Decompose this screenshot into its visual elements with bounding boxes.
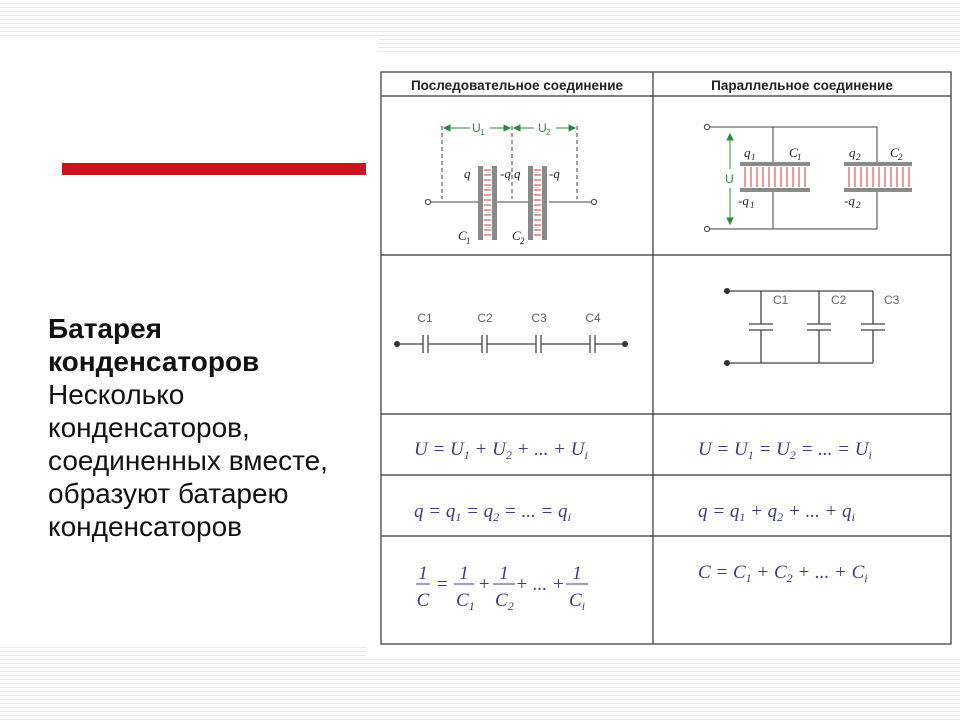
svg-text:2: 2: [856, 200, 861, 210]
svg-text:2: 2: [898, 152, 903, 162]
svg-text:-q: -q: [738, 193, 749, 208]
connections-table-svg: [366, 54, 960, 659]
formula-voltage-parallel: [698, 439, 872, 462]
series-label-c4: C4: [585, 311, 601, 325]
svg-text:2: 2: [856, 152, 861, 162]
series-label-c1: C1: [417, 311, 433, 325]
formula-capacitance-parallel: [698, 562, 868, 585]
svg-text:C1: $C_1$: [456, 590, 475, 613]
formula-charge-parallel: [698, 501, 855, 524]
svg-text:q: q: [849, 145, 856, 160]
formula-capacitance-series: [416, 563, 588, 613]
series-capacitor-diagram: [425, 121, 596, 246]
svg-text:1: 1: [480, 128, 485, 137]
svg-text:q = q1 = q2 = ... = qi: $q = q_1 = q_2$ = ... = $q_i$: [414, 501, 571, 524]
svg-text:1: 1: [797, 152, 802, 162]
svg-text:-q: -q: [549, 166, 560, 181]
connections-table: [366, 54, 960, 659]
svg-text:1: 1: [418, 563, 428, 584]
svg-text:U = U1 + U2 + ... + Ui: $U = U_1 + U_2$ + ... + $U_i$: [414, 439, 588, 462]
series-label-c3: C3: [531, 311, 547, 325]
svg-text:1: 1: [466, 236, 471, 246]
header-series: Последовательное соединение: [410, 78, 624, 93]
formula-voltage-series: [414, 439, 588, 462]
svg-text:+: +: [477, 574, 491, 595]
parallel-label-c3: C3: [884, 293, 900, 307]
svg-text:2: 2: [520, 236, 525, 246]
svg-text:1: 1: [751, 152, 756, 162]
svg-text:=: =: [435, 574, 449, 595]
parallel-simple-diagram: [724, 288, 900, 366]
series-simple-diagram: [394, 311, 628, 353]
svg-text:U: U: [538, 121, 547, 135]
parallel-label-c1: C1: [773, 293, 789, 307]
svg-text:C: C: [789, 145, 798, 160]
svg-text:q = q1 + q2 + ... + qi: $q = q_1 + q_2$ + ... + $q_i$: [698, 501, 855, 524]
svg-text:C: C: [458, 228, 467, 243]
dimension-arrows: [444, 125, 575, 131]
svg-text:1: 1: [499, 563, 509, 584]
svg-text:Ci: $C_i$: [569, 590, 586, 613]
svg-text:C = C1 + C2 + ... + Ci: $C = C_1 + C_2$ + ... + $C_i$: [698, 562, 868, 585]
svg-text:q: q: [464, 166, 471, 181]
svg-text:q: q: [514, 166, 521, 181]
svg-text:C: C: [890, 145, 899, 160]
svg-text:-q: -q: [844, 193, 855, 208]
svg-text:U = U1 = U2 = ... = Ui: $U = U_1 = U_2$ = ... = $U_i$: [698, 439, 872, 462]
svg-text:-q: -q: [500, 166, 511, 181]
parallel-capacitor-diagram: [704, 124, 912, 231]
svg-text:U: U: [472, 121, 481, 135]
slide-text: [48, 312, 378, 543]
svg-text:U: U: [725, 172, 734, 186]
svg-text:C2: $C_2$: [495, 590, 514, 613]
svg-text:1: 1: [750, 200, 755, 210]
svg-text:1: 1: [572, 563, 582, 584]
title-accent-bar: [62, 163, 368, 175]
header-parallel: Параллельное соединение: [711, 78, 893, 93]
series-label-c2: C2: [477, 311, 493, 325]
slide-title: Батарея конденсаторов: [48, 313, 260, 377]
svg-text:C: C: [512, 228, 521, 243]
svg-text:C: C: [416, 590, 430, 611]
slide-body: Несколько конденсаторов, соединенных вместе, образуют батарею конденсаторов: [48, 379, 328, 542]
svg-text:+ ... +: + ... +: [515, 574, 565, 595]
table-grid: [381, 72, 951, 644]
formula-charge-series: [414, 501, 571, 524]
svg-text:2: 2: [546, 128, 551, 137]
parallel-label-c2: C2: [831, 293, 847, 307]
svg-text:q: q: [744, 145, 751, 160]
svg-text:1: 1: [459, 563, 469, 584]
